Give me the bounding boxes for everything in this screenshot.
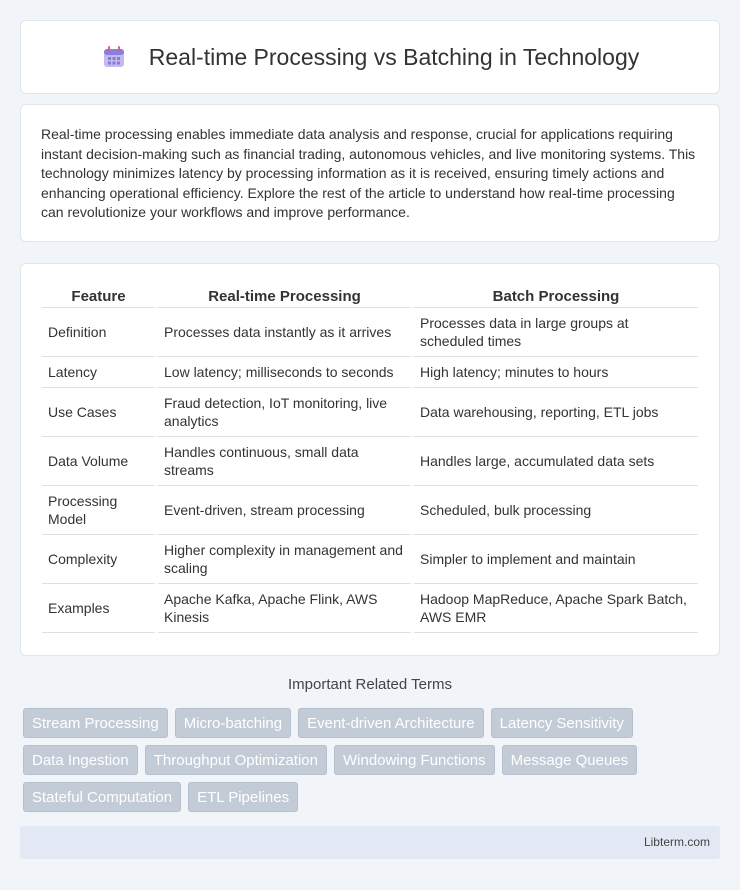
table-cell: Hadoop MapReduce, Apache Spark Batch, AWS EMR bbox=[414, 584, 698, 633]
intro-text: Real-time processing enables immediate data analysis and response, crucial for applications requiring instant decision-making such as financial trading, autonomous vehicles, and live monitoring systems. This technology minimizes latency by processing information as it is received, ensuring timely actions and enhancing operational efficiency. Explore the rest of the article to understand how real-time processing can revolutionize your workflows and improve performance. bbox=[41, 126, 696, 221]
intro-card bbox=[20, 104, 720, 242]
table-header-row bbox=[42, 284, 698, 308]
tag-micro-batching[interactable]: Micro-batching bbox=[175, 708, 291, 738]
tag-throughput-optimization[interactable]: Throughput Optimization bbox=[145, 745, 327, 775]
table-row bbox=[42, 357, 698, 388]
table-row bbox=[42, 486, 698, 535]
page-title: Real-time Processing vs Batching in Technology bbox=[148, 43, 640, 70]
related-terms-tags bbox=[23, 708, 723, 812]
header-feature: Feature bbox=[42, 284, 155, 308]
table-cell: Data Volume bbox=[42, 437, 155, 486]
table-cell: Handles large, accumulated data sets bbox=[414, 437, 698, 486]
table-cell: Scheduled, bulk processing bbox=[414, 486, 698, 535]
table-cell: Processes data in large groups at scheduled times bbox=[414, 308, 698, 357]
related-terms-title: Important Related Terms bbox=[288, 676, 452, 693]
table-cell: Data warehousing, reporting, ETL jobs bbox=[414, 388, 698, 437]
comparison-table-card bbox=[20, 263, 720, 656]
table-cell: Use Cases bbox=[42, 388, 155, 437]
table-cell: Examples bbox=[42, 584, 155, 633]
table-cell: High latency; minutes to hours bbox=[414, 357, 698, 388]
footer bbox=[20, 826, 720, 859]
table-cell: Handles continuous, small data streams bbox=[158, 437, 411, 486]
tag-etl-pipelines[interactable]: ETL Pipelines bbox=[188, 782, 298, 812]
table-cell: Event-driven, stream processing bbox=[158, 486, 411, 535]
table-cell: Simpler to implement and maintain bbox=[414, 535, 698, 584]
table-row bbox=[42, 535, 698, 584]
table-cell: Complexity bbox=[42, 535, 155, 584]
table-cell: Processing Model bbox=[42, 486, 155, 535]
comparison-table bbox=[39, 284, 701, 633]
tag-stateful-computation[interactable]: Stateful Computation bbox=[23, 782, 181, 812]
tag-windowing-functions[interactable]: Windowing Functions bbox=[334, 745, 495, 775]
table-cell: Fraud detection, IoT monitoring, live analytics bbox=[158, 388, 411, 437]
table-row bbox=[42, 584, 698, 633]
table-row bbox=[42, 437, 698, 486]
table-cell: Latency bbox=[42, 357, 155, 388]
table-row bbox=[42, 388, 698, 437]
header-real-time: Real-time Processing bbox=[158, 284, 411, 308]
tag-event-driven-architecture[interactable]: Event-driven Architecture bbox=[298, 708, 484, 738]
table-cell: Low latency; milliseconds to seconds bbox=[158, 357, 411, 388]
table-cell: Processes data instantly as it arrives bbox=[158, 308, 411, 357]
title-card bbox=[20, 20, 720, 94]
table-cell: Definition bbox=[42, 308, 155, 357]
table-cell: Apache Kafka, Apache Flink, AWS Kinesis bbox=[158, 584, 411, 633]
header-batch: Batch Processing bbox=[414, 284, 698, 308]
table-row bbox=[42, 308, 698, 357]
footer-link[interactable]: Libterm.com bbox=[643, 835, 710, 849]
tag-latency-sensitivity[interactable]: Latency Sensitivity bbox=[491, 708, 633, 738]
tag-data-ingestion[interactable]: Data Ingestion bbox=[23, 745, 138, 775]
table-cell: Higher complexity in management and scaling bbox=[158, 535, 411, 584]
calendar-icon bbox=[101, 44, 127, 70]
tag-message-queues[interactable]: Message Queues bbox=[502, 745, 638, 775]
tag-stream-processing[interactable]: Stream Processing bbox=[23, 708, 168, 738]
